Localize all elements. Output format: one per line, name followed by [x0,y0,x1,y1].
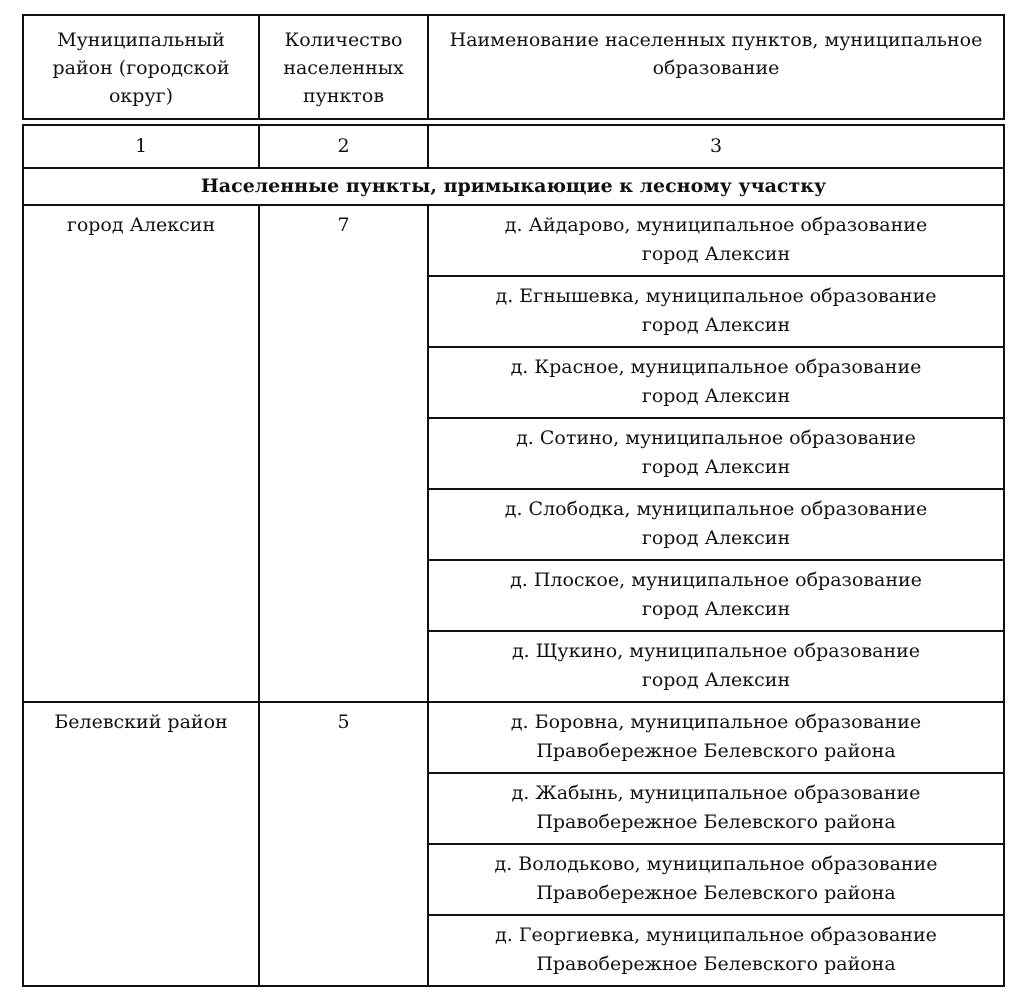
settlements-table [22,124,1005,987]
column-number-2: 2 [259,125,428,168]
municipality-name: город Алексин [641,314,791,336]
settlement-name: д. Егнышевка, муниципальное образование [495,285,937,307]
district-cell: город Алексин [23,205,259,702]
municipality-name: город Алексин [641,669,791,691]
settlement-name: д. Слободка, муниципальное образование [504,498,928,520]
settlement-name: д. Георгиевка, муниципальное образование [495,924,937,946]
settlement-name: д. Плоское, муниципальное образование [510,569,922,591]
column-number-1: 1 [23,125,259,168]
table-row [23,205,1004,276]
municipality-name: город Алексин [641,527,791,549]
settlement-count-cell: 7 [259,205,428,702]
section-title: Населенные пункты, примыкающие к лесному участку [23,168,1004,205]
municipality-name: город Алексин [641,456,791,478]
header-settlement-name: Наименование населенных пунктов, муниципальное образование [428,15,1004,119]
section-row [23,168,1004,205]
settlement-name-cell [428,418,1004,489]
settlement-name: д. Боровна, муниципальное образование [510,711,922,733]
municipality-name: город Алексин [641,385,791,407]
header-district: Муниципальный район (городской округ) [23,15,259,119]
settlement-name-cell [428,489,1004,560]
table-row [23,702,1004,773]
settlement-name: д. Сотино, муниципальное образование [516,427,916,449]
settlement-name-cell [428,276,1004,347]
municipality-name: Правобережное Белевского района [536,882,896,904]
settlement-name: д. Жабынь, муниципальное образование [511,782,921,804]
municipality-name: Правобережное Белевского района [536,740,896,762]
settlement-name: д. Красное, муниципальное образование [510,356,922,378]
settlement-name: д. Айдарово, муниципальное образование [504,214,928,236]
settlement-name-cell [428,702,1004,773]
municipality-name: Правобережное Белевского района [536,811,896,833]
settlement-name: д. Щукино, муниципальное образование [511,640,921,662]
settlement-name-cell [428,773,1004,844]
header-row [23,15,1004,119]
settlement-name-cell [428,205,1004,276]
municipality-name: город Алексин [641,243,791,265]
header-table [22,14,1005,120]
column-number-3: 3 [428,125,1004,168]
column-number-row [23,125,1004,168]
settlement-name-cell [428,915,1004,986]
municipality-name: Правобережное Белевского района [536,953,896,975]
settlement-name: д. Володьково, муниципальное образование [494,853,938,875]
settlement-name-cell [428,844,1004,915]
settlements-document [22,14,1003,987]
municipality-name: город Алексин [641,598,791,620]
settlement-name-cell [428,347,1004,418]
settlement-name-cell [428,560,1004,631]
header-count: Количество населенных пунктов [259,15,428,119]
district-cell: Белевский район [23,702,259,986]
settlement-count-cell: 5 [259,702,428,986]
settlement-name-cell [428,631,1004,702]
